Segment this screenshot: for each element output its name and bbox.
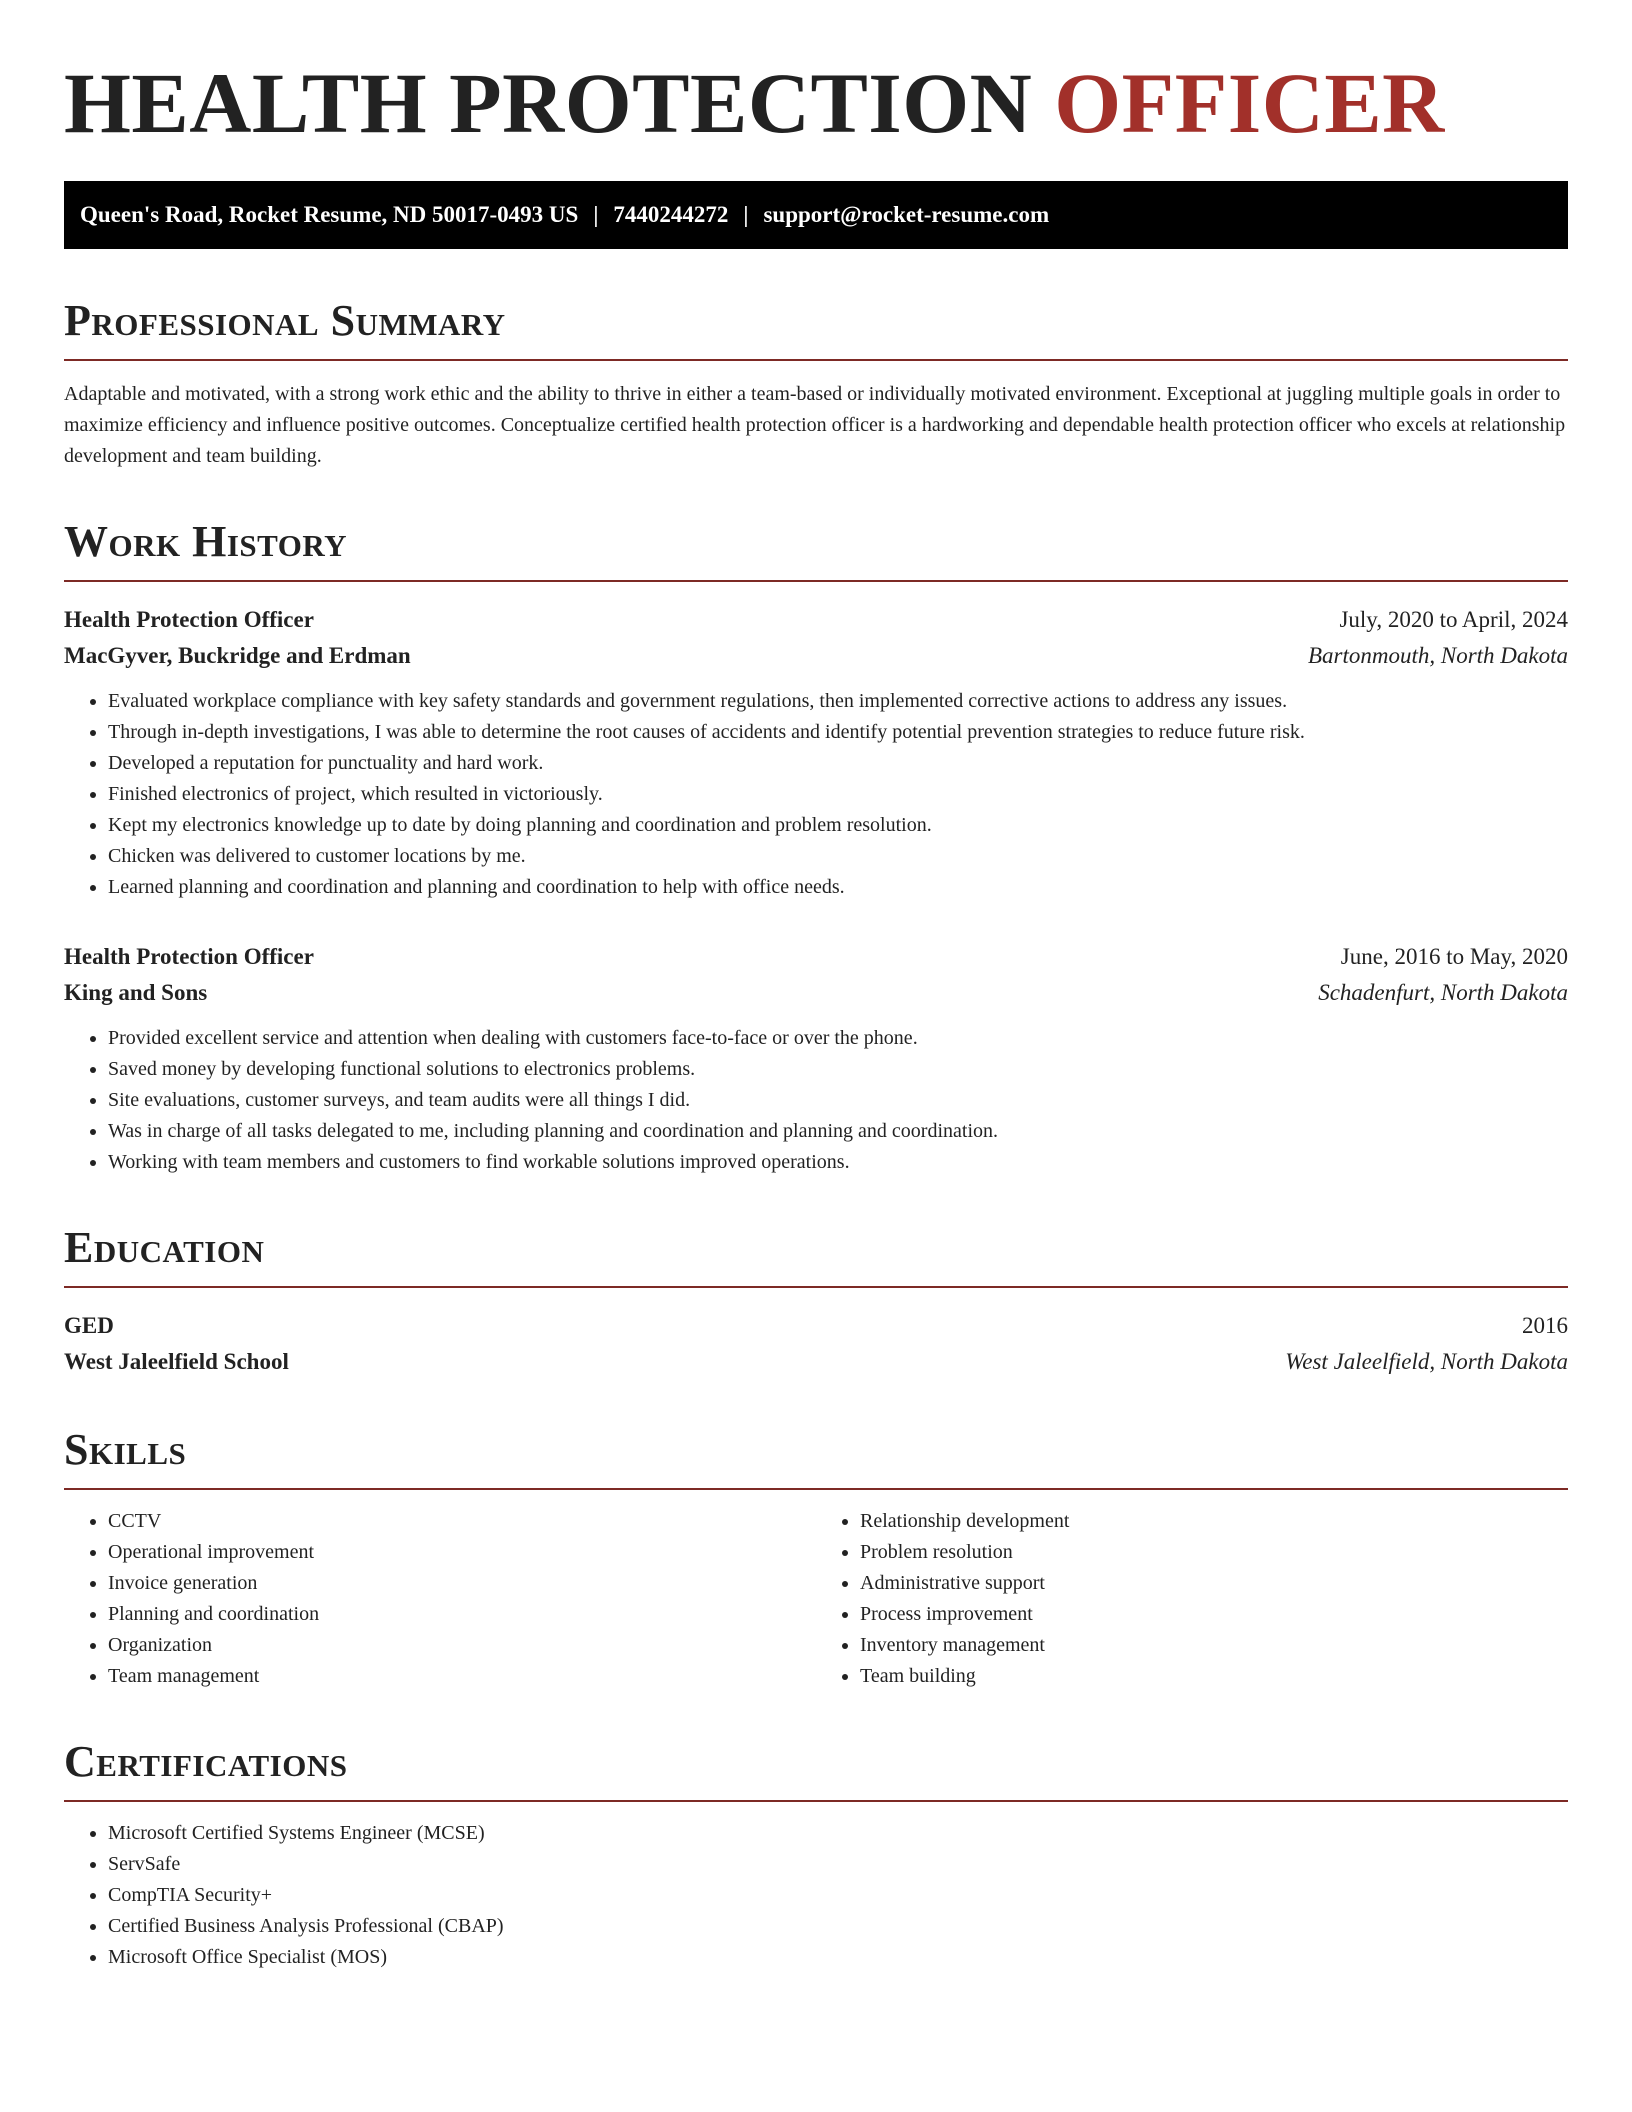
skill-item: • Team building <box>860 1661 1568 1692</box>
job-company-row <box>64 638 1568 674</box>
job-bullet: • Saved money by developing functional solutions to electronics problems. <box>108 1054 1568 1085</box>
certification-item: • ServSafe <box>108 1849 1568 1880</box>
job-bullet: • Developed a reputation for punctuality and hard work. <box>108 748 1568 779</box>
contact-email[interactable]: support@rocket-resume.com <box>763 201 1050 227</box>
certifications-list <box>64 1818 1568 1973</box>
name-part-2: OFFICER <box>1054 55 1445 151</box>
job-bullet: • Working with team members and customers to find workable solutions improved operations. <box>108 1147 1568 1178</box>
skill-item: • Administrative support <box>860 1568 1568 1599</box>
skill-item: • Planning and coordination <box>108 1599 816 1630</box>
section-title-summary: Professional Summary <box>64 299 1568 361</box>
skill-item: • Inventory management <box>860 1630 1568 1661</box>
contact-separator: | <box>743 201 749 227</box>
job-bullet: • Was in charge of all tasks delegated to me, including planning and coordination and planning and coordination. <box>108 1116 1568 1147</box>
education-school: West Jaleelfield School <box>64 1348 289 1374</box>
job-entry <box>64 602 1568 903</box>
skill-item: • Organization <box>108 1630 816 1661</box>
skills-grid <box>64 1506 1568 1692</box>
job-location: Bartonmouth, North Dakota <box>1307 642 1568 668</box>
section-title-work-history: Work History <box>64 520 1568 582</box>
job-bullet: • Learned planning and coordination and planning and coordination to help with office needs. <box>108 872 1568 903</box>
job-header-row <box>64 939 1568 975</box>
job-role: Health Protection Officer <box>64 943 314 969</box>
job-bullet: • Finished electronics of project, which resulted in victoriously. <box>108 779 1568 810</box>
job-bullet: • Evaluated workplace compliance with key safety standards and government regulations, then implemented corrective actions to address any issues. <box>108 686 1568 717</box>
job-company-row <box>64 975 1568 1011</box>
job-entry <box>64 939 1568 1178</box>
job-header-row <box>64 602 1568 638</box>
education-degree: GED <box>64 1312 114 1338</box>
job-bullet: • Site evaluations, customer surveys, and team audits were all things I did. <box>108 1085 1568 1116</box>
education-location: West Jaleelfield, North Dakota <box>1285 1348 1568 1374</box>
job-dates: June, 2016 to May, 2020 <box>1340 943 1568 969</box>
skill-item: • Process improvement <box>860 1599 1568 1630</box>
contact-address: Queen's Road, Rocket Resume, ND 50017-0493 US <box>80 201 579 227</box>
job-bullets <box>64 686 1568 903</box>
name-part-1: HEALTH PROTECTION <box>64 55 1055 151</box>
resume-name <box>64 56 1568 151</box>
education-entry <box>64 1308 1568 1380</box>
education-school-row <box>64 1344 1568 1380</box>
skills-column-2 <box>816 1506 1568 1692</box>
contact-separator: | <box>593 201 599 227</box>
skill-item: • Relationship development <box>860 1506 1568 1537</box>
job-company: MacGyver, Buckridge and Erdman <box>64 642 411 668</box>
certification-item: • Certified Business Analysis Professional (CBAP) <box>108 1911 1568 1942</box>
job-bullet: • Kept my electronics knowledge up to date by doing planning and coordination and problem resolution. <box>108 810 1568 841</box>
skill-item: • Problem resolution <box>860 1537 1568 1568</box>
education-year: 2016 <box>1522 1312 1568 1338</box>
job-bullet: • Provided excellent service and attention when dealing with customers face-to-face or over the phone. <box>108 1023 1568 1054</box>
job-bullet: • Chicken was delivered to customer locations by me. <box>108 841 1568 872</box>
skill-item: • Team management <box>108 1661 816 1692</box>
job-company: King and Sons <box>64 979 208 1005</box>
skill-item: • Invoice generation <box>108 1568 816 1599</box>
summary-text: Adaptable and motivated, with a strong work ethic and the ability to thrive in either a team-based or individually motivated environment. Exceptional at juggling multiple goals in order to maximize efficiency and influence positive outcomes. Conceptualize certified health protection officer is a hardworking and dependable health protection officer who excels at relationship development and team building. <box>64 382 1566 467</box>
job-location: Schadenfurt, North Dakota <box>1318 979 1568 1005</box>
skill-item: • Operational improvement <box>108 1537 816 1568</box>
job-role: Health Protection Officer <box>64 606 314 632</box>
contact-bar <box>64 181 1568 249</box>
job-dates: July, 2020 to April, 2024 <box>1339 606 1568 632</box>
certification-item: • Microsoft Office Specialist (MOS) <box>108 1942 1568 1973</box>
section-title-certifications: Certifications <box>64 1740 1568 1802</box>
certification-item: • CompTIA Security+ <box>108 1880 1568 1911</box>
resume-page <box>64 56 1568 1973</box>
certification-item: • Microsoft Certified Systems Engineer (MCSE) <box>108 1818 1568 1849</box>
skills-column-1 <box>64 1506 816 1692</box>
job-bullets <box>64 1023 1568 1178</box>
education-header-row <box>64 1308 1568 1344</box>
section-title-education: Education <box>64 1226 1568 1288</box>
skill-item: • CCTV <box>108 1506 816 1537</box>
contact-phone[interactable]: 7440244272 <box>613 201 729 227</box>
job-bullet: • Through in-depth investigations, I was able to determine the root causes of accidents and identify potential prevention strategies to reduce future risk. <box>108 717 1568 748</box>
section-title-skills: Skills <box>64 1428 1568 1490</box>
